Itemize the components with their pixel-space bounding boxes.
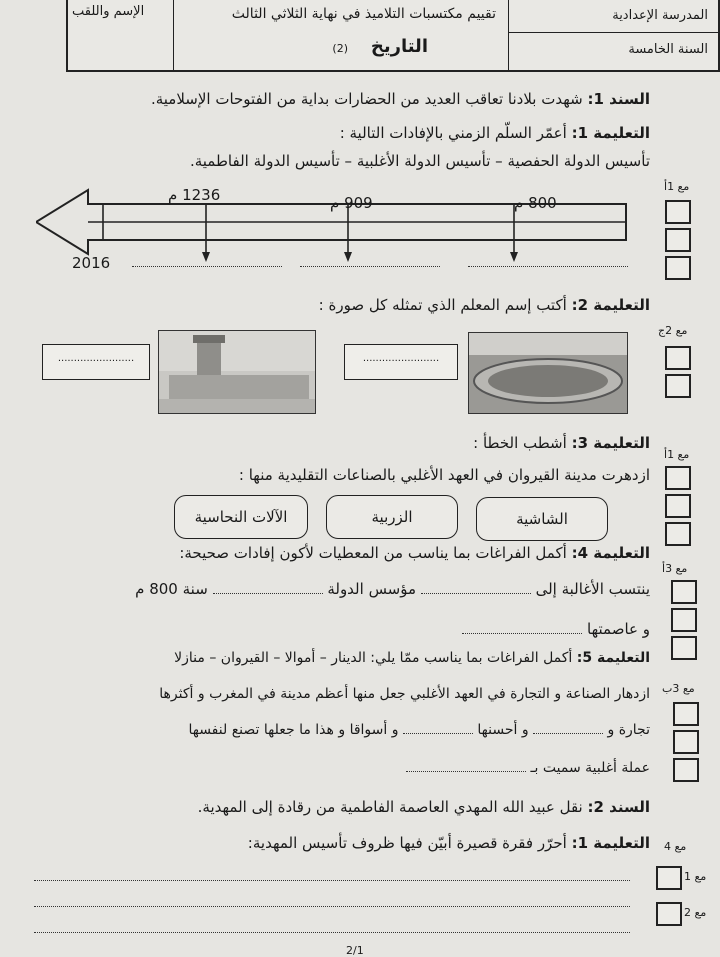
answer-box-1[interactable]: ........................ [42,344,150,380]
grade-box[interactable] [673,758,699,782]
task5-text: أكمل الفراغات بما يناسب ممّا يلي: الدينار – أموالا – القيروان – منازلا [174,650,573,666]
grade-label: مع 3ب [662,682,695,695]
grade-box[interactable] [656,902,682,926]
task6-label: التعليمة 1: [571,834,650,852]
timeline-answer[interactable] [132,266,282,267]
header-table [66,0,720,72]
section2-text: نقل عبيد الله المهدي العاصمة الفاطمية من رقادة إلى المهدية. [197,798,583,816]
task1-events: تأسيس الدولة الحفصية – تأسيس الدولة الأغلبية – تأسيس الدولة الفاطمية. [189,152,650,170]
timeline-mark: 1236 م [168,186,221,204]
task5-label: التعليمة 5: [576,650,650,666]
writing-line[interactable] [34,906,630,907]
grade-box[interactable] [656,866,682,890]
section2-label: السند 2: [587,798,650,816]
task4-label: التعليمة 4: [571,544,650,562]
task5-line1: ازدهار الصناعة و التجارة في العهد الأغلبي جعل منها أعظم مدينة في المغرب و أكثرها [159,686,650,702]
grade-box[interactable] [671,636,697,660]
answer-box-2[interactable]: ........................ [344,344,458,380]
task3-sentence: ازدهرت مدينة القيروان في العهد الأغلبي بالصناعات التقليدية منها : [238,466,650,484]
grade-box[interactable] [665,466,691,490]
grade-box[interactable] [673,730,699,754]
grade-box[interactable] [671,608,697,632]
page-number: 2/1 [346,944,364,957]
task3-line [473,434,650,452]
task6-text: أحرّر فقرة قصيرة أبيّن فيها ظروف تأسيس المهدية: [247,834,567,852]
option-chechia[interactable]: الشاشية [476,497,608,541]
timeline-mark: 909 م [330,194,373,212]
option-copper[interactable]: الآلات النحاسية [174,495,308,539]
task2-text: أكتب إسم المعلم الذي تمثله كل صورة : [318,296,567,314]
grade-label: مع 2 [684,906,707,919]
grade-box[interactable] [665,522,691,546]
grade-box[interactable] [665,256,691,280]
task4-line2: و عاصمتها [462,620,650,638]
grade-box[interactable] [665,346,691,370]
photo-great-mosque [158,330,316,414]
grade-box[interactable] [671,580,697,604]
grade-box[interactable] [665,374,691,398]
task5-line [174,650,650,666]
header-divider [173,0,174,70]
grade-label: مع 1 [684,870,707,883]
timeline-answer[interactable] [300,266,440,267]
timeline-year-end: 2016 [72,254,111,272]
timeline-mark: 800 م [514,194,557,212]
header-divider [508,0,509,70]
blank-field[interactable] [406,771,526,772]
task6-line [248,834,650,852]
grade-label: مع 3أ [662,562,688,575]
blank-field[interactable] [533,733,603,734]
task3-text: أشطب الخطأ : [473,434,567,452]
section1-label: السند 1: [587,90,650,108]
page-marker: (2) [332,42,348,55]
grade-box[interactable] [665,200,691,224]
timeline-answer[interactable] [468,266,628,267]
grade-label: مع 1أ [664,180,690,193]
grade-box[interactable] [673,702,699,726]
grade-level: السنة الخامسة [628,42,708,57]
grade-box[interactable] [665,494,691,518]
section1-text: شهدت بلادنا تعاقب العديد من الحضارات بداية من الفتوحات الإسلامية. [150,90,583,108]
task1-line [340,124,650,142]
task4-line1: ينتسب الأغالبة إلى مؤسس الدولة سنة 800 م [135,580,650,598]
task2-label: التعليمة 2: [571,296,650,314]
grade-label: مع 1أ [664,448,690,461]
task5-line2: تجارة و و أحسنها و أسواقا و هذا ما جعلها تصنع لنفسها [188,722,650,738]
blank-field[interactable] [403,733,473,734]
task2-line [319,296,650,314]
writing-line[interactable] [34,932,630,933]
task5-line3: عملة أغلبية سميت بـ [406,760,650,776]
subject-title: التاريخ [370,36,428,57]
blank-field[interactable] [462,633,582,634]
photo-aghlabid-basins [468,332,628,414]
exam-title: تقييم مكتسبات التلاميذ في نهاية الثلاثي الثالث [231,6,496,22]
blank-field[interactable] [213,593,323,594]
task1-label: التعليمة 1: [571,124,650,142]
section2-line [198,798,650,816]
grade-box[interactable] [665,228,691,252]
option-carpet[interactable]: الزربية [326,495,458,539]
writing-line[interactable] [34,880,630,881]
name-label: الإسم واللقب [72,4,145,19]
grade-label: مع 4 [664,840,687,853]
grade-label: مع 2ج [658,324,688,337]
blank-field[interactable] [421,593,531,594]
task1-text: أعمّر السلّم الزمني بالإفادات التالية : [339,124,567,142]
section1-line [151,90,650,108]
task4-text: أكمل الفراغات بما يناسب من المعطيات لأكون إفادات صحيحة: [179,544,567,562]
school-label: المدرسة الإعدادية [612,8,708,23]
task3-label: التعليمة 3: [571,434,650,452]
task4-line [179,544,650,562]
header-row-divider [508,32,718,33]
